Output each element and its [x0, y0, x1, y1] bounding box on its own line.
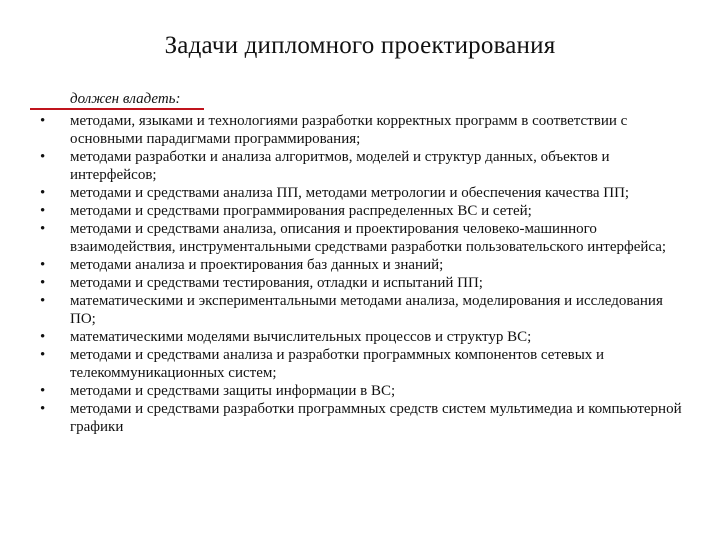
- list-item: [40, 112, 685, 148]
- list-item: [40, 148, 685, 184]
- bullet-icon: •: [40, 203, 46, 219]
- list-item: [40, 220, 685, 256]
- bullet-icon: •: [40, 185, 46, 201]
- list-item-text: методами и средствами защиты информации в ВС;: [70, 383, 396, 399]
- bullet-icon: •: [40, 401, 46, 417]
- list-item: [40, 292, 685, 328]
- list-item-text: методами и средствами анализа, описания и проектирования человеко-машинного взаимодействия, инструментальными средствами разработки пользовательского интерфейса;: [70, 221, 667, 255]
- bullet-icon: •: [40, 347, 46, 363]
- list-item-text: методами и средствами тестирования, отладки и испытаний ПП;: [70, 275, 483, 291]
- subheading-block: [30, 90, 210, 112]
- slide-title: Задачи дипломного проектирования: [164, 32, 556, 59]
- list-item-text: методами разработки и анализа алгоритмов, моделей и структур данных, объектов и интерфейсов;: [70, 149, 610, 183]
- list-item: [40, 400, 685, 436]
- requirements-list: [40, 112, 685, 436]
- list-item-text: методами и средствами анализа и разработки программных компонентов сетевых и телекоммуникационных систем;: [70, 347, 605, 381]
- list-item: [40, 256, 685, 274]
- list-item: [40, 382, 685, 400]
- subheading-underline: [30, 108, 204, 110]
- list-item: [40, 184, 685, 202]
- bullet-icon: •: [40, 383, 46, 399]
- list-item-text: математическими и экспериментальными методами анализа, моделирования и исследования ПО;: [70, 293, 663, 327]
- list-item: [40, 328, 685, 346]
- list-item-text: методами, языками и технологиями разработки корректных программ в соответствии с основными парадигмами программирования;: [70, 113, 628, 147]
- list-item-text: методами и средствами анализа ПП, методами метрологии и обеспечения качества ПП;: [70, 185, 630, 201]
- bullet-icon: •: [40, 149, 46, 165]
- list-item-text: математическими моделями вычислительных процессов и структур ВС;: [70, 329, 532, 345]
- list-item-text: методами и средствами программирования распределенных ВС и сетей;: [70, 203, 532, 219]
- list-item-text: методами анализа и проектирования баз данных и знаний;: [70, 257, 444, 273]
- list-item: [40, 346, 685, 382]
- bullet-icon: •: [40, 257, 46, 273]
- list-item-text: методами и средствами разработки программных средств систем мультимедиа и компьютерной графики: [70, 401, 682, 435]
- bullet-icon: •: [40, 221, 46, 237]
- list-item: [40, 202, 685, 220]
- list-item: [40, 274, 685, 292]
- bullet-icon: •: [40, 329, 46, 345]
- bullet-icon: •: [40, 275, 46, 291]
- bullet-icon: •: [40, 113, 46, 129]
- bullet-icon: •: [40, 293, 46, 309]
- subheading: должен владеть:: [70, 91, 181, 107]
